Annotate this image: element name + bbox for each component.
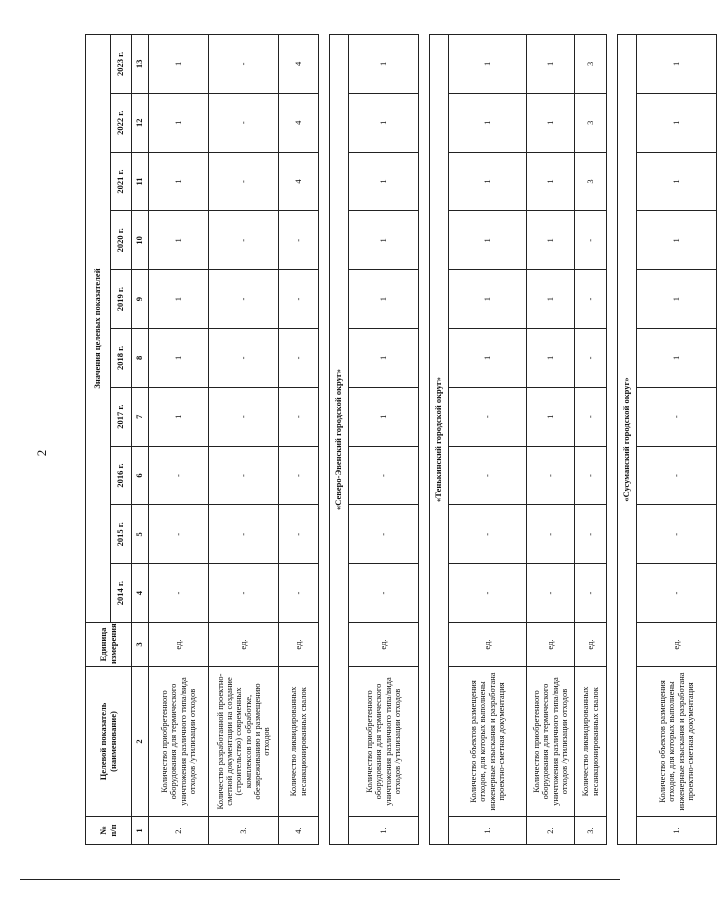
section-title-row [330, 34, 349, 844]
value-cell: - [279, 505, 319, 564]
value-cell: - [209, 329, 279, 388]
header-name: Целевой показатель (наименование) [86, 667, 132, 817]
value-cell: - [575, 387, 607, 446]
value-cell: 4 [279, 152, 319, 211]
target-indicators-table-area [85, 35, 695, 845]
header-year: 2015 г. [111, 505, 132, 564]
value-cell: - [209, 93, 279, 152]
section-gap [607, 34, 618, 844]
value-cell: 1 [527, 387, 575, 446]
table-row [279, 34, 319, 844]
value-cell: 1 [349, 93, 419, 152]
value-cell: 1 [449, 329, 527, 388]
value-cell: - [637, 387, 717, 446]
value-cell: 1 [527, 329, 575, 388]
indicator-name: Количество ликвидированных несанкционированных свалок [279, 667, 319, 817]
header-year: 2016 г. [111, 446, 132, 505]
value-cell: 1 [449, 270, 527, 329]
column-number: 11 [132, 152, 149, 211]
value-cell: 1 [149, 387, 209, 446]
gap-cell [607, 34, 618, 844]
value-cell: - [449, 446, 527, 505]
value-cell: - [279, 270, 319, 329]
row-number: 1. [449, 817, 527, 845]
value-cell: 1 [637, 34, 717, 93]
value-cell: 1 [449, 93, 527, 152]
table-row [527, 34, 575, 844]
value-cell: 4 [279, 34, 319, 93]
indicator-name: Количество приобретенного оборудования для термического уничтожения различного типа/вида отходов /утилизации отходов [149, 667, 209, 817]
value-cell: - [279, 211, 319, 270]
gap-cell [319, 34, 330, 844]
column-number: 13 [132, 34, 149, 93]
header-num: № п/п [86, 817, 132, 845]
section-gap [419, 34, 430, 844]
section-title-row [430, 34, 449, 844]
value-cell: - [149, 505, 209, 564]
header-year: 2019 г. [111, 270, 132, 329]
table-row [149, 34, 209, 844]
value-cell: - [449, 387, 527, 446]
value-cell: 1 [149, 93, 209, 152]
table-body [149, 34, 717, 844]
value-cell: - [527, 564, 575, 623]
table-row [209, 34, 279, 844]
value-cell: 1 [527, 270, 575, 329]
value-cell: 1 [149, 34, 209, 93]
value-cell: - [349, 446, 419, 505]
table-row [575, 34, 607, 844]
value-cell: 1 [527, 152, 575, 211]
header-year: 2022 г. [111, 93, 132, 152]
value-cell: 3 [575, 152, 607, 211]
value-cell: 4 [279, 93, 319, 152]
row-number: 4. [279, 817, 319, 845]
value-cell: 1 [149, 152, 209, 211]
column-number: 4 [132, 564, 149, 623]
value-cell: - [209, 34, 279, 93]
row-number: 3. [575, 817, 607, 845]
rotated-table-wrapper [85, 35, 695, 845]
value-cell: - [209, 387, 279, 446]
unit-cell: ед. [349, 623, 419, 667]
column-number: 1 [132, 817, 149, 845]
value-cell: 1 [527, 211, 575, 270]
column-number: 2 [132, 667, 149, 817]
value-cell: 1 [349, 34, 419, 93]
value-cell: - [349, 505, 419, 564]
value-cell: - [637, 564, 717, 623]
header-year: 2018 г. [111, 329, 132, 388]
header-year: 2023 г. [111, 34, 132, 93]
value-cell: - [527, 505, 575, 564]
indicator-name: Количество объектов размещения отходов, для которых выполнены инженерные изыскания и разработана проектно-сметная документация [637, 667, 717, 817]
target-indicators-table [85, 34, 717, 845]
value-cell: - [209, 505, 279, 564]
unit-cell: ед. [279, 623, 319, 667]
row-number: 2. [149, 817, 209, 845]
indicator-name: Количество приобретенного оборудования для термического уничтожения различного типа/вида отходов /утилизации отходов [349, 667, 419, 817]
section-title-row [618, 34, 637, 844]
header-values-group: Значения целевых показателей [86, 34, 111, 622]
value-cell: - [575, 329, 607, 388]
unit-cell: ед. [449, 623, 527, 667]
value-cell: 1 [349, 329, 419, 388]
table-row [449, 34, 527, 844]
column-number: 6 [132, 446, 149, 505]
row-number: 1. [349, 817, 419, 845]
value-cell: - [575, 564, 607, 623]
value-cell: 1 [149, 211, 209, 270]
unit-cell: ед. [149, 623, 209, 667]
table-row [349, 34, 419, 844]
header-year: 2020 г. [111, 211, 132, 270]
row-number: 2. [527, 817, 575, 845]
value-cell: 1 [349, 211, 419, 270]
column-number: 8 [132, 329, 149, 388]
column-numbers-row [132, 34, 149, 844]
value-cell: - [637, 446, 717, 505]
indicator-name: Количество разработанной проектно-сметной документации на создание (строительство) современных комплексов по обработке, обезвреживанию и размещению отходов [209, 667, 279, 817]
header-year: 2014 г. [111, 564, 132, 623]
indicator-name: Количество объектов размещения отходов, для которых выполнены инженерные изыскания и разработана проектно-сметная документация [449, 667, 527, 817]
column-number: 3 [132, 623, 149, 667]
value-cell: 3 [575, 93, 607, 152]
column-number: 9 [132, 270, 149, 329]
value-cell: 1 [637, 211, 717, 270]
value-cell: - [279, 387, 319, 446]
value-cell: - [279, 446, 319, 505]
gap-cell [419, 34, 430, 844]
column-number: 7 [132, 387, 149, 446]
value-cell: - [349, 564, 419, 623]
unit-cell: ед. [527, 623, 575, 667]
value-cell: 1 [349, 387, 419, 446]
column-number: 5 [132, 505, 149, 564]
bottom-rule [20, 879, 620, 880]
section-title: «Северо-Эвенский городской округ» [330, 34, 349, 844]
value-cell: - [449, 564, 527, 623]
value-cell: 1 [527, 34, 575, 93]
header-row-1 [86, 34, 111, 844]
unit-cell: ед. [637, 623, 717, 667]
value-cell: 1 [149, 329, 209, 388]
indicator-name: Количество приобретенного оборудования для термического уничтожения различного типа/вида отходов /утилизации отходов [527, 667, 575, 817]
value-cell: - [575, 446, 607, 505]
header-unit: Единица измерения [86, 623, 132, 667]
value-cell: - [209, 446, 279, 505]
column-number: 12 [132, 93, 149, 152]
value-cell: 1 [527, 93, 575, 152]
value-cell: 3 [575, 34, 607, 93]
value-cell: - [575, 211, 607, 270]
value-cell: - [279, 564, 319, 623]
value-cell: - [209, 564, 279, 623]
value-cell: 1 [637, 93, 717, 152]
unit-cell: ед. [575, 623, 607, 667]
value-cell: 1 [149, 270, 209, 329]
section-gap [319, 34, 330, 844]
value-cell: - [637, 505, 717, 564]
column-number: 10 [132, 211, 149, 270]
value-cell: 1 [637, 329, 717, 388]
value-cell: - [575, 270, 607, 329]
value-cell: - [449, 505, 527, 564]
value-cell: 1 [637, 152, 717, 211]
value-cell: 1 [349, 152, 419, 211]
indicator-name: Количество ликвидированных несанкционированных свалок [575, 667, 607, 817]
section-title: «Сусуманский городской округ» [618, 34, 637, 844]
value-cell: - [209, 211, 279, 270]
unit-cell: ед. [209, 623, 279, 667]
value-cell: - [527, 446, 575, 505]
value-cell: - [209, 152, 279, 211]
value-cell: 1 [349, 270, 419, 329]
value-cell: - [209, 270, 279, 329]
header-year: 2017 г. [111, 387, 132, 446]
row-number: 1. [637, 817, 717, 845]
value-cell: 1 [637, 270, 717, 329]
value-cell: - [149, 564, 209, 623]
value-cell: - [575, 505, 607, 564]
row-number: 3. [209, 817, 279, 845]
value-cell: - [279, 329, 319, 388]
value-cell: - [149, 446, 209, 505]
section-title: «Тенькинский городской округ» [430, 34, 449, 844]
value-cell: 1 [449, 152, 527, 211]
value-cell: 1 [449, 211, 527, 270]
header-year: 2021 г. [111, 152, 132, 211]
page-number: 2 [34, 449, 49, 457]
value-cell: 1 [449, 34, 527, 93]
table-row [637, 34, 717, 844]
